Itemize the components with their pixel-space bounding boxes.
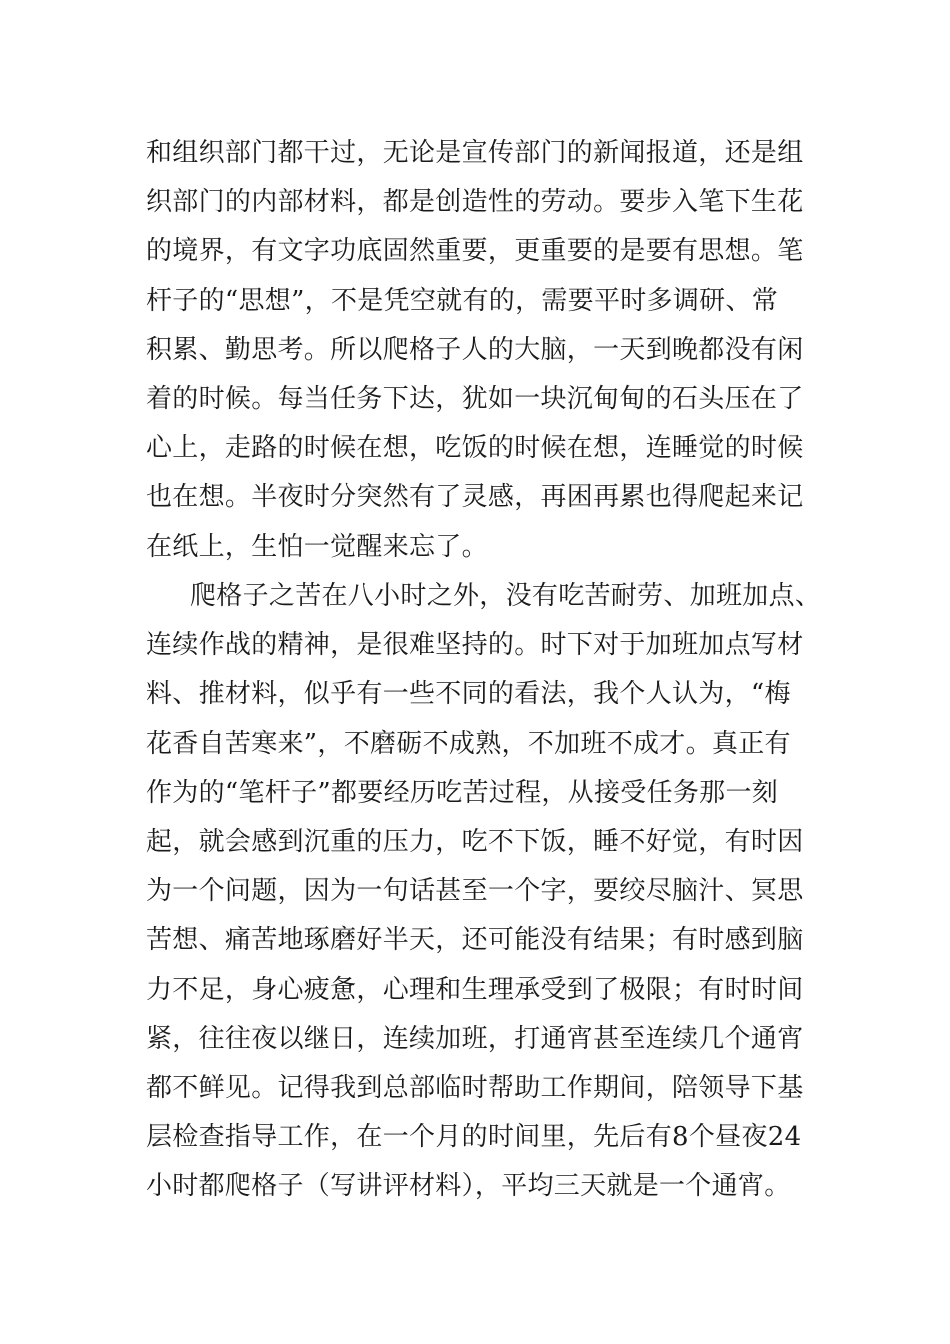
text-line: 都不鲜见。记得我到总部临时帮助工作期间，陪领导下基 <box>146 1072 804 1103</box>
text-line: 为一个问题，因为一句话甚至一个字，要绞尽脑汁、冥思 <box>146 876 804 907</box>
text-line: 苦想、痛苦地琢磨好半天，还可能没有结果；有时感到脑 <box>146 925 804 956</box>
text-line: 作为的“笔杆子”都要经历吃苦过程，从接受任务那一刻 <box>146 777 779 808</box>
text-line: 心上，走路的时候在想，吃饭的时候在想，连睡觉的时候 <box>146 433 804 464</box>
text-line: 料、推材料，似乎有一些不同的看法，我个人认为，“梅 <box>146 679 791 710</box>
text-line: 力不足，身心疲惫，心理和生理承受到了极限；有时时间 <box>146 974 804 1005</box>
text-line: 起，就会感到沉重的压力，吃不下饭，睡不好觉，有时因 <box>146 826 804 857</box>
text-line: 紧，往往夜以继日，连续加班，打通宵甚至连续几个通宵 <box>146 1023 804 1054</box>
text-line: 织部门的内部材料，都是创造性的劳动。要步入笔下生花 <box>146 187 804 218</box>
text-line: 积累、勤思考。所以爬格子人的大脑，一天到晚都没有闲 <box>146 334 804 365</box>
paragraph-2 <box>146 572 822 1211</box>
text-line: 也在想。半夜时分突然有了灵感，再困再累也得爬起来记 <box>146 482 804 513</box>
text-line: 在纸上，生怕一觉醒来忘了。 <box>146 531 488 562</box>
text-line: 连续作战的精神，是很难坚持的。时下对于加班加点写材 <box>146 630 804 661</box>
text-line: 的境界，有文字功底固然重要，更重要的是要有思想。笔 <box>146 236 804 267</box>
text-line: 层检查指导工作，在一个月的时间里，先后有8个昼夜24 <box>146 1122 802 1153</box>
text-line: 和组织部门都干过，无论是宣传部门的新闻报道，还是组 <box>146 138 804 168</box>
paragraph-1 <box>146 129 816 572</box>
text-line: 爬格子之苦在八小时之外，没有吃苦耐劳、加班加点、 <box>190 581 822 611</box>
text-line: 花香自苦寒来”，不磨砺不成熟，不加班不成才。真正有 <box>146 728 791 759</box>
text-line: 杆子的“思想”，不是凭空就有的，需要平时多调研、常 <box>146 285 779 316</box>
text-line: 小时都爬格子（写讲评材料），平均三天就是一个通宵。 <box>146 1171 791 1202</box>
text-line: 着的时候。每当任务下达，犹如一块沉甸甸的石头压在了 <box>146 383 804 414</box>
